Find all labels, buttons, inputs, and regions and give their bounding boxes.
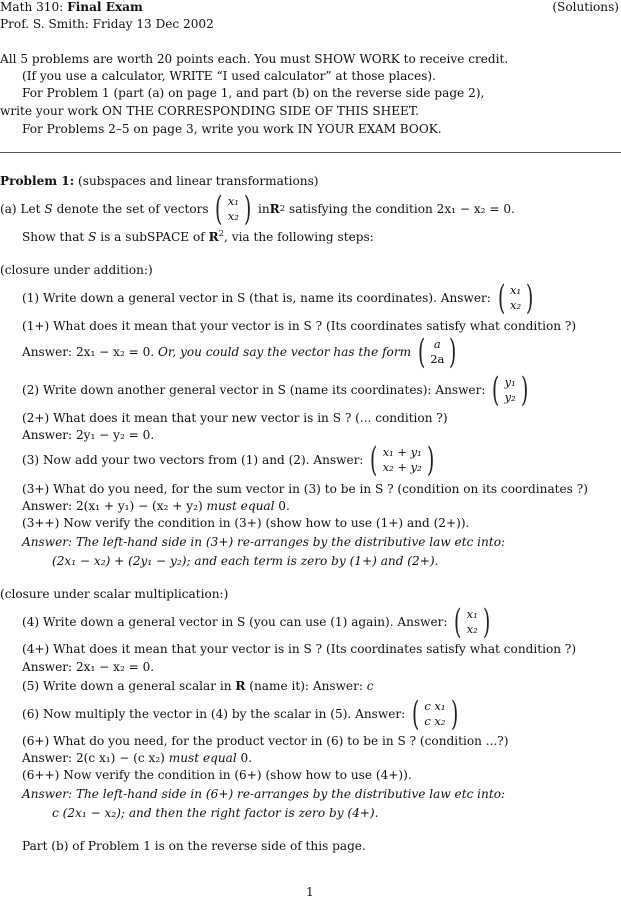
set-S: S (44, 202, 53, 216)
problem1-label: Problem 1: (0, 174, 75, 188)
page-number: 1 (306, 885, 314, 897)
instructions-line-2: (If you use a calculator, WRITE “I used calculator” at those places). (22, 69, 436, 83)
answer-vector-y: ( y₁ y₂ ) (492, 370, 528, 410)
q5-line: (5) Write down a general scalar in R (name it): Answer: c (22, 679, 374, 693)
show-subspace-line: Show that S is a subSPACE of $R^2$, via the following steps: (22, 229, 374, 244)
q6-text: (6) Now multiply the vector in (4) by the scalar in (5). Answer: (22, 707, 406, 721)
part-a-mid: denote the set of vectors (56, 202, 209, 216)
section-divider (0, 152, 621, 153)
a6pp-line-1: Answer: The left-hand side in (6+) re-arranges by the distributive law etc into: (22, 787, 506, 801)
q2-text: (2) Write down another general vector in S (name its coordinates): Answer: (22, 383, 486, 397)
part-b-note: Part (b) of Problem 1 is on the reverse side of this page. (22, 839, 366, 853)
answer-vector-x-again: ( x₁ x₂ ) (454, 602, 491, 642)
exam-title: Final Exam (67, 0, 143, 14)
part-a-in: in (257, 202, 270, 216)
a6p-line: Answer: 2(c x₁) − (c x₂) must equal 0. (22, 751, 253, 765)
a3p-line: Answer: 2(x₁ + y₁) − (x₂ + y₂) must equal 0. (22, 499, 290, 513)
closure-addition-heading: (closure under addition:) (0, 263, 153, 277)
q6pp-text: (6++) Now verify the condition in (6+) (show how to use (4+)). (22, 768, 412, 782)
part-a-post: satisfying the condition (288, 202, 433, 216)
answer-vector-a: ( a 2a ) (417, 332, 457, 372)
reals-R: R (269, 202, 280, 216)
answer-vector-x: ( x₁ x₂ ) (497, 278, 534, 318)
a3pp-line-2: (2x₁ − x₂) + (2y₁ − y₂); and each term is zero by (1+) and (2+). (52, 554, 439, 568)
q1-text: (1) Write down a general vector in S (that is, name its coordinates). Answer: (22, 291, 491, 305)
a3pp-line-1: Answer: The left-hand side in (3+) re-arranges by the distributive law etc into: (22, 535, 506, 549)
instructions-line-3: For Problem 1 (part (a) on page 1, and part (b) on the reverse side page 2), (22, 86, 485, 100)
answer-vector-cx: ( c x₁ c x₂ ) (412, 694, 458, 734)
q4-line (22, 602, 493, 642)
closure-scalar-heading: (closure under scalar multiplication:) (0, 587, 229, 601)
answer-vector-sum: ( x₁ + y₁ x₂ + y₂ ) (370, 440, 435, 480)
part-a-statement: (a) Let S denote the set of vectors ( x₁ x₂ ) in R 2 satisfying the condition 2x₁ − x₂ = 0. (0, 189, 515, 229)
q3-text: (3) Now add your two vectors from (1) and (2). Answer: (22, 453, 364, 467)
part-a-prefix: (a) Let (0, 202, 41, 216)
q3p-text: (3+) What do you need, for the sum vector in (3) to be in S ? (condition on its coordinates ?) (22, 482, 588, 496)
part-a-condition: 2x₁ − x₂ = 0. (436, 202, 515, 216)
a4p-text: Answer: 2x₁ − x₂ = 0. (22, 660, 155, 674)
q6p-text: (6+) What do you need, for the product vector in (6) to be in S ? (condition ...?) (22, 734, 509, 748)
q4-text: (4) Write down a general vector in S (you can use (1) again). Answer: (22, 615, 448, 629)
a1p-prefix: Answer: 2x₁ − x₂ = 0. (22, 345, 155, 359)
header-title (0, 0, 143, 14)
instructions-line-1: All 5 problems are worth 20 points each. You must SHOW WORK to receive credit. (0, 52, 509, 66)
q1p-text: (1+) What does it mean that your vector is in S ? (Its coordinates satisfy what condition ?) (22, 319, 577, 333)
q2p-text: (2+) What does it mean that your new vector is in S ? (... condition ?) (22, 411, 448, 425)
q2-line (22, 370, 531, 410)
q1-line (22, 278, 536, 318)
course-label: Math 310: (0, 0, 64, 14)
q3pp-text: (3++) Now verify the condition in (3+) (show how to use (1+) and (2+)). (22, 516, 470, 530)
instructions-line-5: For Problems 2–5 on page 3, write you work IN YOUR EXAM BOOK. (22, 122, 442, 136)
q3-line (22, 440, 437, 480)
a1p-line (22, 332, 460, 372)
problem1-topic: (subspaces and linear transformations) (78, 174, 319, 188)
vector-x: ( x₁ x₂ ) (215, 189, 252, 229)
q6-line (22, 694, 461, 734)
instructions-line-4: write your work ON THE CORRESPONDING SIDE OF THIS SHEET. (0, 104, 420, 118)
q4p-text: (4+) What does it mean that your vector is in S ? (Its coordinates satisfy what condition ?) (22, 642, 577, 656)
a1p-italic: Or, you could say the vector has the form (158, 345, 412, 359)
a6pp-line-2: c (2x₁ − x₂); and then the right factor is zero by (4+). (52, 806, 379, 820)
a2p-text: Answer: 2y₁ − y₂ = 0. (22, 428, 155, 442)
problem1-heading (0, 174, 319, 188)
solutions-note: (Solutions) (552, 0, 619, 14)
professor-date: Prof. S. Smith: Friday 13 Dec 2002 (0, 17, 214, 31)
